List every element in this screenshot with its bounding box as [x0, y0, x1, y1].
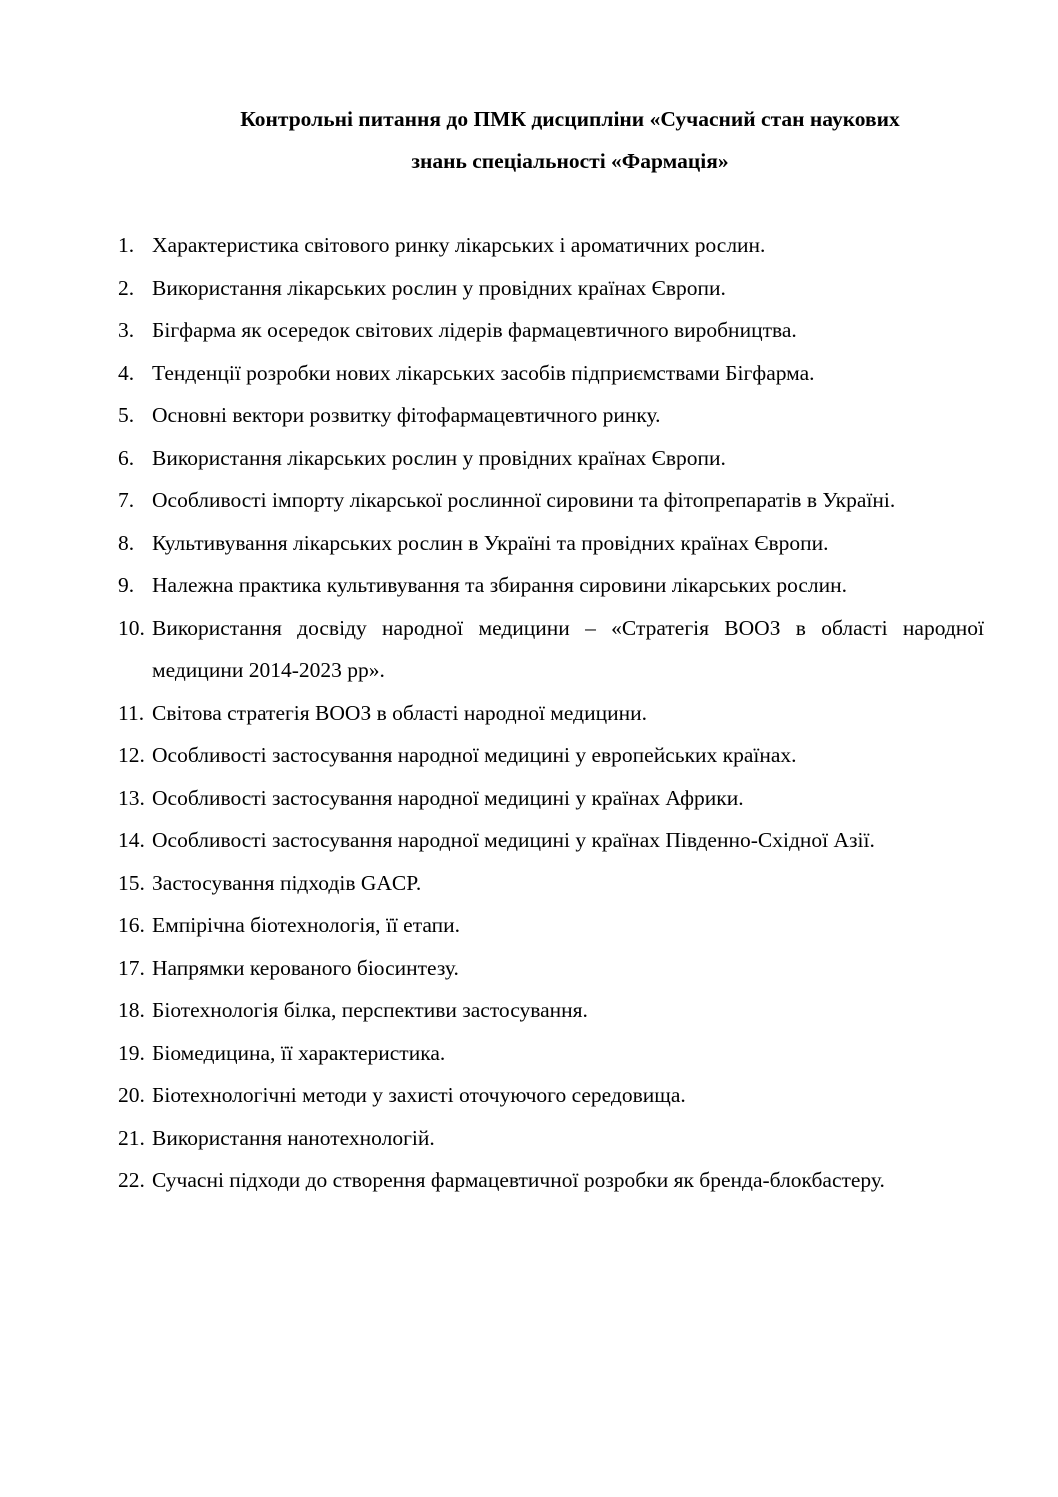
item-text: Використання нанотехнологій. [152, 1125, 435, 1150]
item-text: Використання лікарських рослин у провідних країнах Європи. [152, 445, 726, 470]
item-number: 3. [118, 318, 135, 342]
list-item [118, 352, 984, 395]
questions-list [118, 224, 984, 1202]
list-item [118, 607, 984, 692]
item-number: 18. [118, 998, 145, 1022]
item-text: Характеристика світового ринку лікарських і ароматичних рослин. [152, 233, 766, 257]
item-number: 5. [118, 403, 135, 427]
item-text: Напрямки керованого біосинтезу. [152, 955, 459, 980]
list-item [118, 989, 984, 1032]
title-line-1: Контрольні питання до ПМК дисципліни «Сучасний стан наукових [240, 107, 900, 131]
item-text: Сучасні підходи до створення фармацевтичної розробки як бренда-блокбастеру. [152, 1168, 885, 1192]
item-text: Світова стратегія ВООЗ в області народної медицини. [152, 700, 648, 725]
item-text: Використання досвіду народної медицини – «Стратегія ВООЗ в області народної медицини 2014-2023 рр». [152, 615, 984, 682]
list-item [118, 437, 984, 480]
item-text: Тенденції розробки нових лікарських засобів підприємствами Бігфарма. [152, 360, 815, 385]
item-number: 21. [118, 1125, 145, 1150]
item-text: Застосування підходів GACP. [152, 870, 422, 895]
list-item [118, 904, 984, 947]
item-text: Особливості застосування народної медицині у країнах Південно-Східної Азії. [152, 828, 875, 852]
list-item [118, 1074, 984, 1117]
item-text: Біомедицина, її характеристика. [152, 1040, 446, 1065]
list-item [118, 734, 984, 777]
item-text: Особливості застосування народної медицині у европейських країнах. [152, 743, 797, 767]
list-item [118, 309, 984, 352]
item-number: 1. [118, 233, 135, 257]
list-item [118, 1159, 984, 1202]
list-item [118, 819, 984, 862]
item-text: Біотехнологічні методи у захисті оточуючого середовища. [152, 1083, 686, 1107]
item-text: Емпірічна біотехнологія, її етапи. [152, 913, 461, 937]
list-item [118, 564, 984, 607]
list-item [118, 947, 984, 990]
title-line-2: знань спеціальності «Фармація» [411, 149, 729, 173]
item-text: Біотехнологія білка, перспективи застосування. [152, 998, 588, 1022]
list-item [118, 522, 984, 565]
item-text: Бігфарма як осередок світових лідерів фармацевтичного виробництва. [152, 318, 797, 342]
list-item [118, 224, 984, 267]
item-text: Особливості застосування народної медицині у країнах Африки. [152, 785, 744, 810]
item-number: 22. [118, 1168, 145, 1192]
item-number: 9. [118, 573, 135, 597]
list-item [118, 1117, 984, 1160]
list-item [118, 267, 984, 310]
item-number: 6. [118, 445, 135, 470]
item-number: 11. [118, 700, 145, 725]
item-text: Використання лікарських рослин у провідних країнах Європи. [152, 275, 726, 300]
item-number: 17. [118, 955, 145, 980]
list-item [118, 479, 984, 522]
item-text: Особливості імпорту лікарської рослинної сировини та фітопрепаратів в Україні. [152, 488, 896, 512]
item-number: 10. [118, 615, 145, 640]
item-number: 4. [118, 360, 135, 385]
item-number: 20. [118, 1083, 145, 1107]
item-number: 13. [118, 785, 145, 810]
item-number: 8. [118, 530, 135, 555]
item-number: 16. [118, 913, 145, 937]
item-number: 12. [118, 743, 145, 767]
item-number: 7. [118, 488, 135, 512]
list-item [118, 777, 984, 820]
item-number: 15. [118, 870, 145, 895]
item-text: Належна практика культивування та збирання сировини лікарських рослин. [152, 573, 848, 597]
list-item [118, 692, 984, 735]
page-title [120, 98, 1020, 182]
item-number: 19. [118, 1040, 145, 1065]
list-item [118, 862, 984, 905]
item-text: Основні вектори розвитку фітофармацевтичного ринку. [152, 403, 661, 427]
list-item [118, 394, 984, 437]
item-number: 2. [118, 275, 135, 300]
item-number: 14. [118, 828, 145, 852]
item-text: Культивування лікарських рослин в Україні та провідних країнах Європи. [152, 530, 829, 555]
list-item [118, 1032, 984, 1075]
